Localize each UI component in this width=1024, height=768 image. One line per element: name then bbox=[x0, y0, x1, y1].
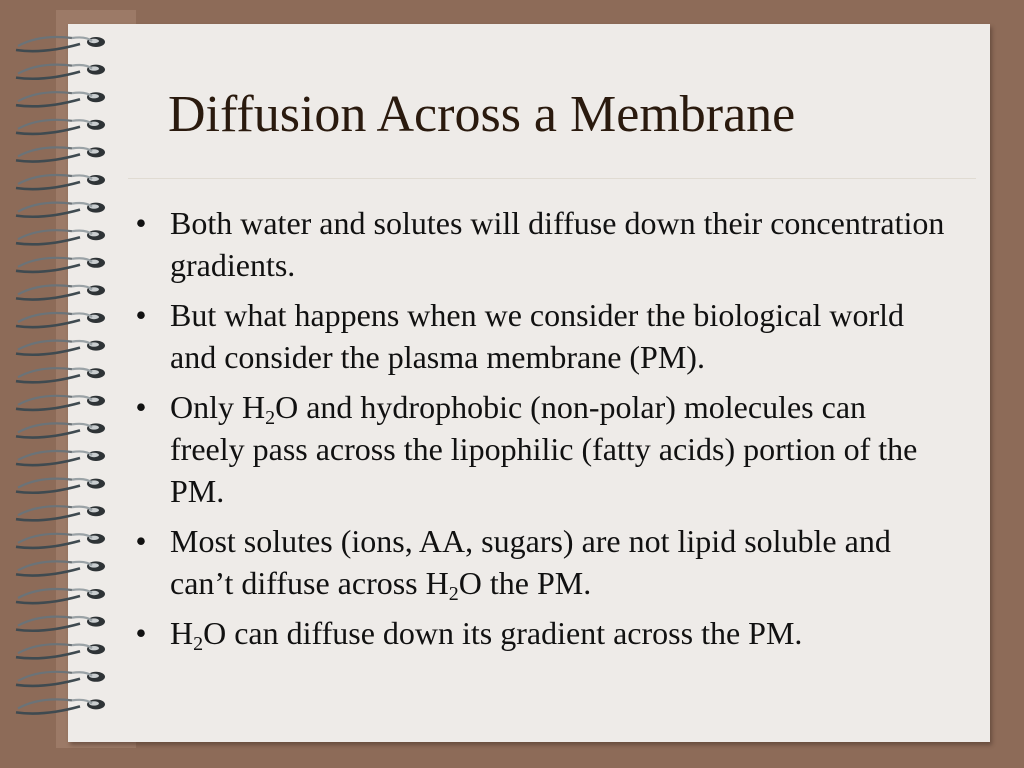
spiral-coil bbox=[16, 423, 105, 437]
bullet-text bbox=[170, 615, 803, 655]
spiral-coil bbox=[16, 313, 105, 327]
spiral-coil bbox=[16, 617, 105, 631]
text-run: H bbox=[170, 615, 194, 651]
title-divider bbox=[128, 178, 976, 179]
bullet-list bbox=[126, 202, 946, 662]
bullet-dot: • bbox=[135, 523, 147, 559]
text-run: O and hydrophobic (non-polar) molecules can freely pass across the lipophilic (fatty acids) portion of the PM. bbox=[170, 389, 918, 509]
bullet-item bbox=[126, 294, 946, 378]
subscript: 2 bbox=[448, 583, 459, 605]
bullet-item bbox=[126, 612, 946, 654]
spiral-coil bbox=[16, 120, 105, 134]
subscript: 2 bbox=[265, 407, 276, 429]
notebook-page bbox=[68, 24, 990, 742]
bullet-text bbox=[170, 523, 891, 605]
spiral-coil bbox=[16, 368, 105, 382]
text-run: O can diffuse down its gradient across the PM. bbox=[203, 615, 803, 651]
bullet-dot: • bbox=[135, 205, 147, 241]
spiral-coil bbox=[16, 147, 105, 161]
bullet-dot: • bbox=[135, 297, 147, 333]
bullet-item bbox=[126, 202, 946, 286]
bullet-text: But what happens when we consider the biological world and consider the plasma membrane (PM). bbox=[170, 297, 905, 375]
spiral-coil bbox=[16, 396, 105, 410]
spiral-coil bbox=[16, 230, 105, 244]
text-run: O the PM. bbox=[458, 565, 592, 601]
spiral-coil bbox=[16, 589, 105, 603]
spiral-coil bbox=[16, 258, 105, 272]
spiral-coil bbox=[16, 534, 105, 548]
spiral-coil bbox=[16, 37, 105, 51]
bullet-item bbox=[126, 386, 946, 512]
spiral-coil bbox=[16, 506, 105, 520]
bullet-text: Both water and solutes will diffuse down their concentration gradients. bbox=[170, 205, 945, 283]
spiral-coil bbox=[16, 561, 105, 575]
spiral-coil bbox=[16, 203, 105, 217]
text-run: Only H bbox=[170, 389, 266, 425]
spiral-coil bbox=[16, 672, 105, 686]
spiral-coil bbox=[16, 175, 105, 189]
spiral-coil bbox=[16, 285, 105, 299]
spiral-coil bbox=[16, 341, 105, 355]
spiral-coil bbox=[16, 451, 105, 465]
spiral-coil bbox=[16, 644, 105, 658]
spiral-coil bbox=[16, 479, 105, 493]
bullet-dot: • bbox=[135, 615, 147, 651]
text-run: Most solutes (ions, AA, sugars) are not lipid soluble and can’t diffuse across H bbox=[170, 523, 891, 601]
subscript: 2 bbox=[193, 633, 204, 655]
bullet-dot: • bbox=[135, 389, 147, 425]
spiral-binding-icon bbox=[0, 0, 120, 768]
bullet-item bbox=[126, 520, 946, 604]
spiral-coil bbox=[16, 65, 105, 79]
bullet-text bbox=[170, 389, 917, 509]
spiral-coil bbox=[16, 699, 105, 713]
spiral-coil bbox=[16, 92, 105, 106]
slide-title: Diffusion Across a Membrane bbox=[168, 86, 796, 143]
